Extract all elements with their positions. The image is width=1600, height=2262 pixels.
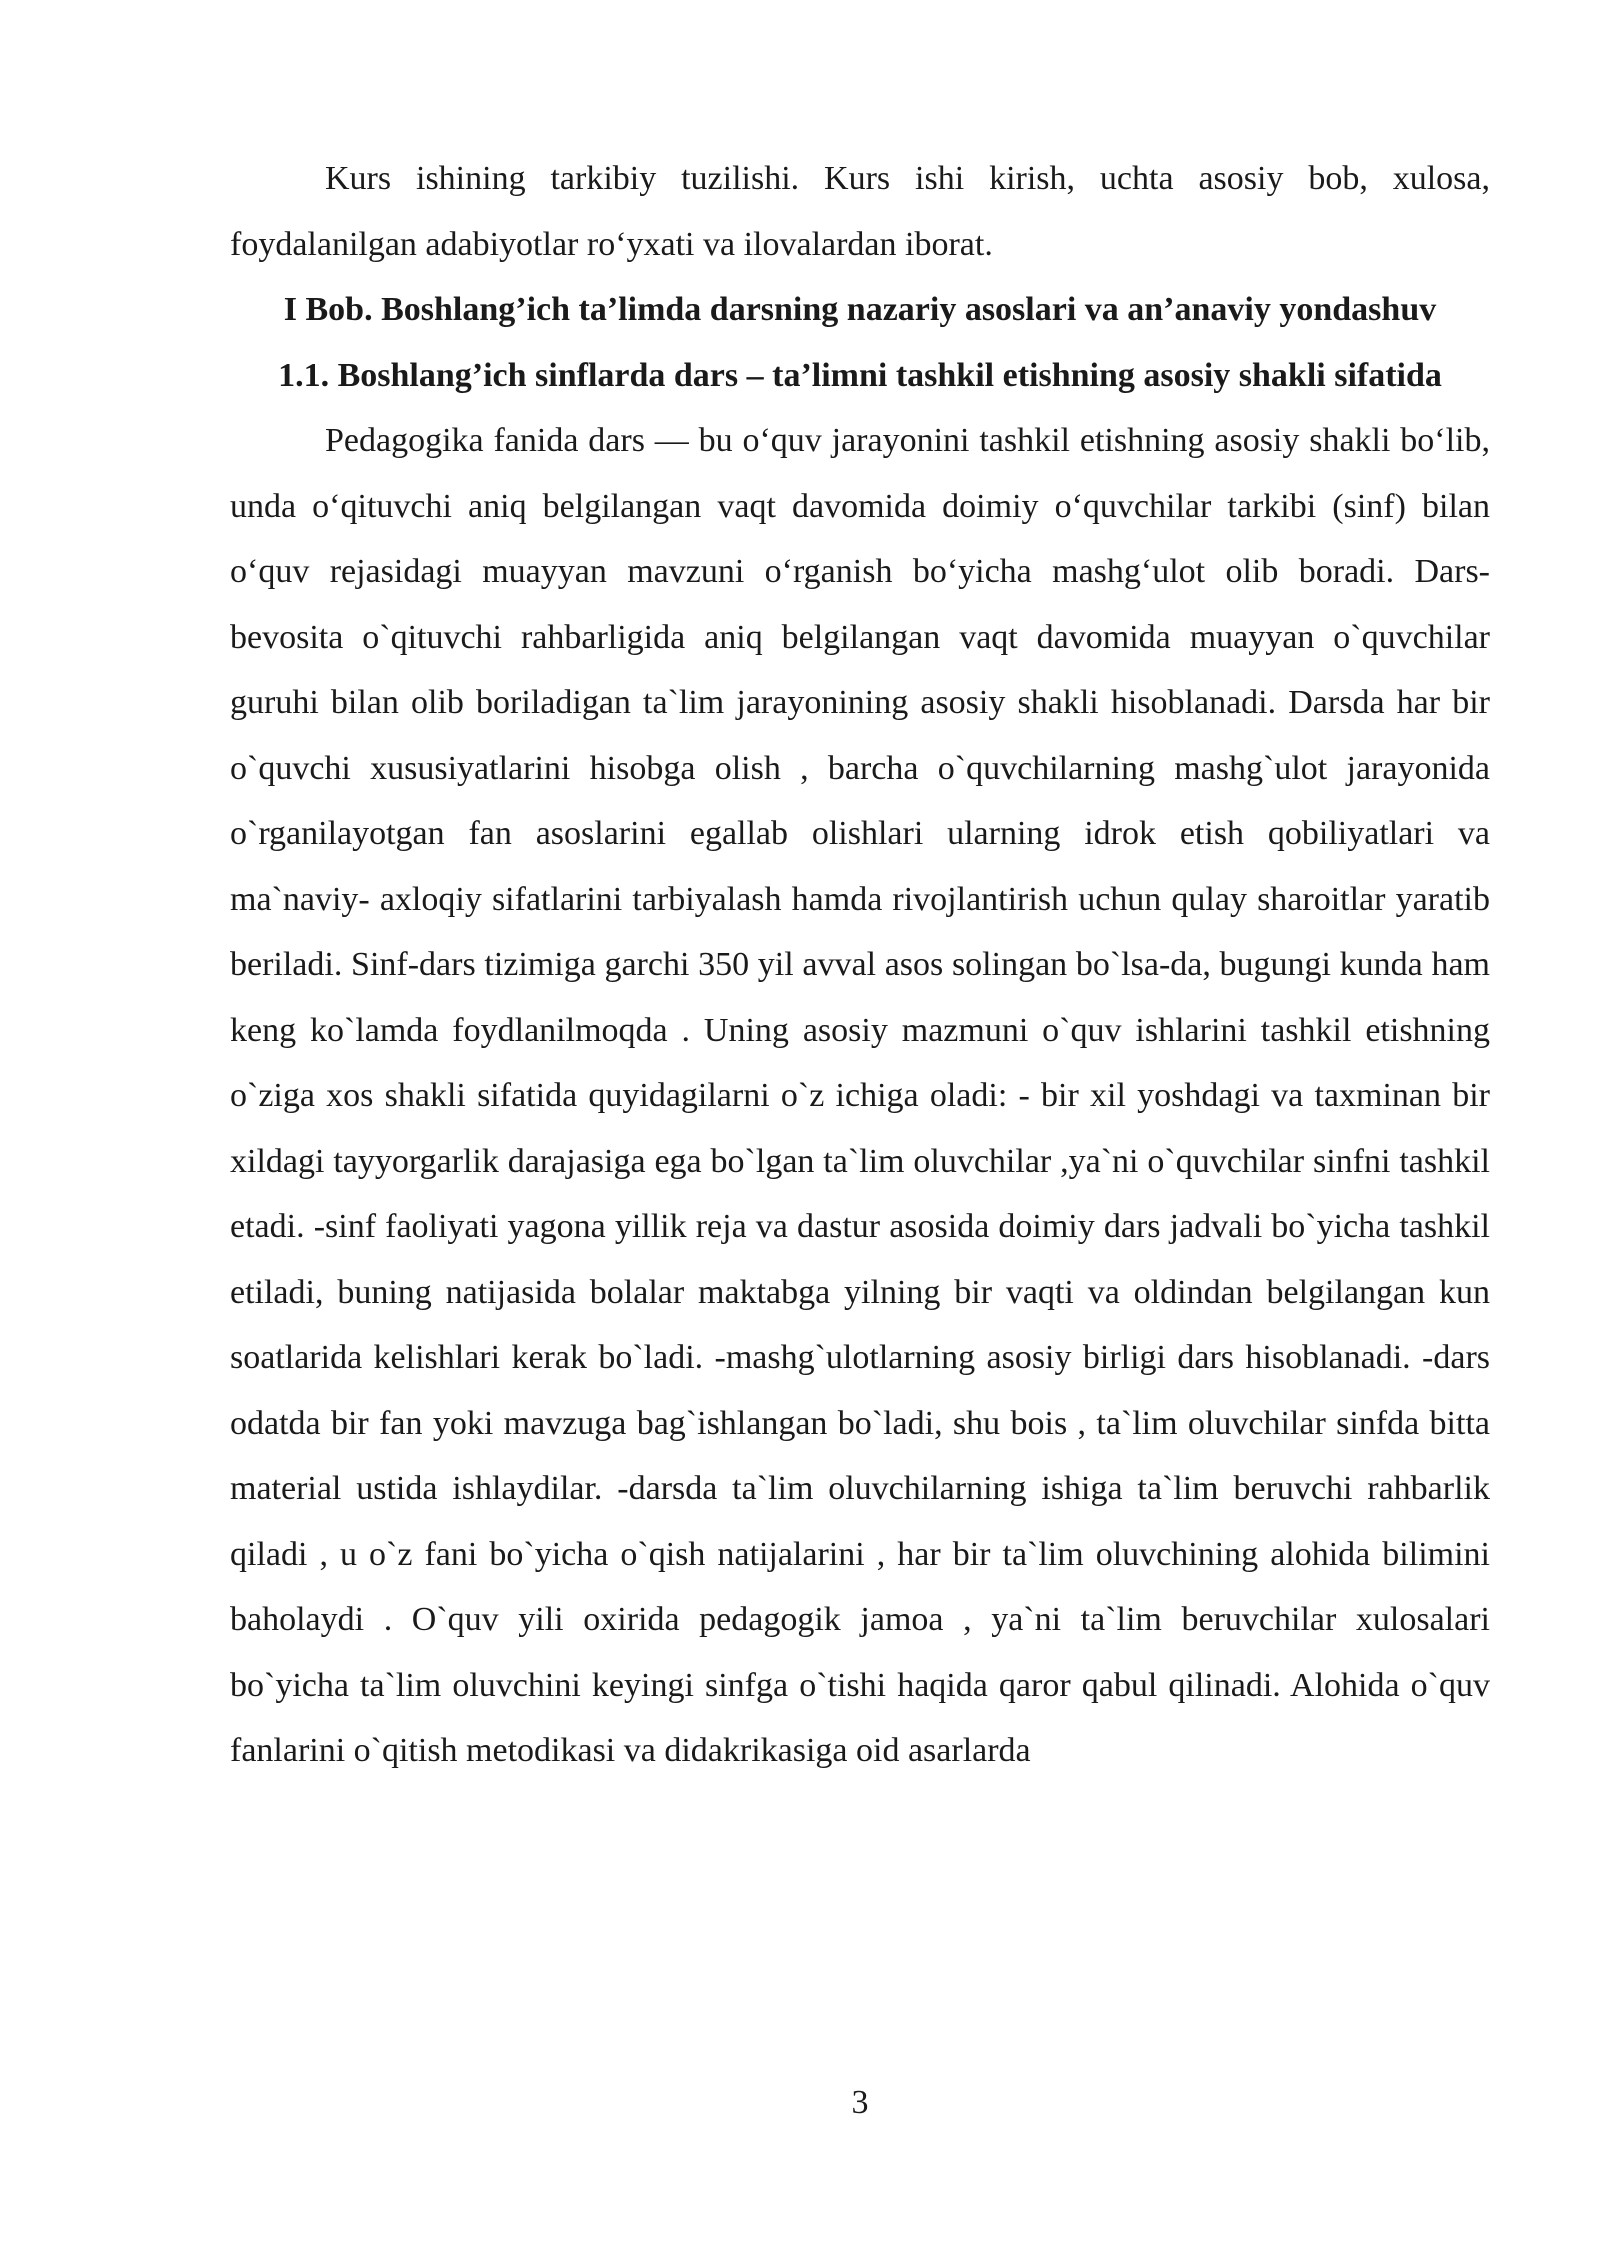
intro-paragraph: Kurs ishining tarkibiy tuzilishi. Kurs ishi kirish, uchta asosiy bob, xulosa, foydalanilgan adabiyotlar ro‘yxati va ilovalardan iborat. — [230, 160, 1490, 263]
body-paragraph: Pedagogika fanida dars — bu o‘quv jarayonini tashkil etishning asosiy shakli bo‘lib, unda o‘qituvchi aniq belgilangan vaqt davomida doimiy o‘quvchilar tarkibi (sinf) bilan o‘quv rejasidagi muayyan mavzuni o‘rganish bo‘yicha mashg‘ulot olib boradi. Dars- bevosita o`qituvchi rahbarligida aniq belgilangan vaqt davomida muayyan o`quvchilar guruhi bilan olib boriladigan ta`lim jarayonining asosiy shakli hisoblanadi. Darsda har bir o`quvchi xususiyatlarini hisobga olish , barcha o`quvchilarning mashg`ulot jarayonida o`rganilayotgan fan asoslarini egallab olishlari ularning idrok etish qobiliyatlari va ma`naviy- axloqiy sifatlarini tarbiyalash hamda rivojlantirish uchun qulay sharoitlar yaratib beriladi. Sinf-dars tizimiga garchi 350 yil avval asos solingan bo`lsa-da, bugungi kunda ham keng ko`lamda foydlanilmoqda . Uning asosiy mazmuni o`quv ishlarini tashkil etishning o`ziga xos shakli sifatida quyidagilarni o`z ichiga oladi: - bir xil yoshdagi va taxminan bir xildagi tayyorgarlik darajasiga ega bo`lgan ta`lim oluvchilar ,ya`ni o`quvchilar sinfni tashkil etadi. -sinf faoliyati yagona yillik reja va dastur asosida doimiy dars jadvali bo`yicha tashkil etiladi, buning natijasida bolalar maktabga yilning bir vaqti va oldindan belgilangan kun soatlarida kelishlari kerak bo`ladi. -mashg`ulotlarning asosiy birligi dars hisoblanadi. -dars odatda bir fan yoki mavzuga bag`ishlangan bo`ladi, shu bois , ta`lim oluvchilar sinfda bitta material ustida ishlaydilar. -darsda ta`lim oluvchilarning ishiga ta`lim beruvchi rahbarlik qiladi , u o`z fani bo`yicha o`qish natijalarini , har bir ta`lim oluvchining alohida bilimini baholaydi . O`quv yili oxirida pedagogik jamoa , ya`ni ta`lim beruvchilar xulosalari bo`yicha ta`lim oluvchini keyingi sinfga o`tishi haqida qaror qabul qilinadi. Alohida o`quv fanlarini o`qitish metodikasi va didakrikasiga oid asarlarda — [230, 422, 1490, 1769]
section-heading: 1.1. Boshlang’ich sinflarda dars – ta’limni tashkil etishning asosiy shakli sifatida — [278, 356, 1442, 394]
chapter-heading: I Bob. Boshlang’ich ta’limda darsning nazariy asoslari va an’anaviy yondashuv — [283, 291, 1437, 328]
page-content — [230, 146, 1490, 1784]
page-number: 3 — [851, 2084, 869, 2121]
